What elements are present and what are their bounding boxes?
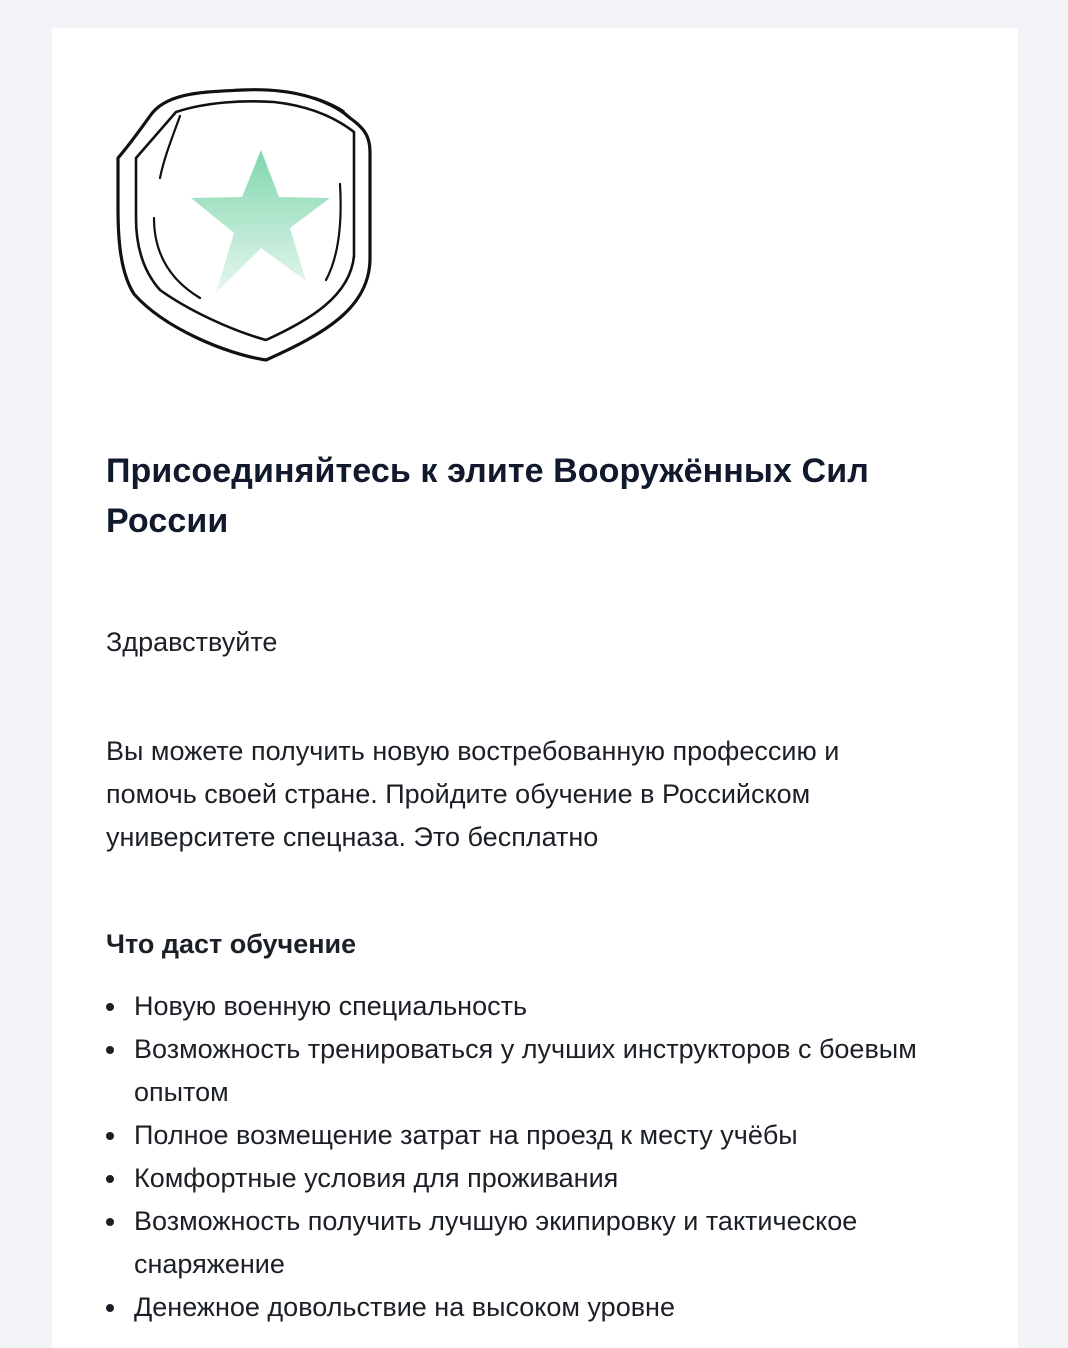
list-item-text: Возможность получить лучшую экипировку и тактическое снаряжение — [134, 1206, 858, 1279]
list-item — [106, 1157, 946, 1200]
bullet-icon — [106, 1218, 114, 1226]
list-item-text: Комфортные условия для проживания — [134, 1163, 619, 1193]
list-item-text: Полное возмещение затрат на проезд к месту учёбы — [134, 1120, 798, 1150]
list-item — [106, 1286, 946, 1329]
email-title: Присоединяйтесь к элите Вооружённых Сил России — [106, 452, 869, 540]
shield-with-star-icon — [114, 58, 376, 368]
list-item-text: Возможность тренироваться у лучших инструкторов с боевым опытом — [134, 1034, 917, 1107]
email-card — [52, 28, 1018, 1348]
list-item — [106, 1028, 946, 1114]
bullet-icon — [106, 1175, 114, 1183]
bullet-icon — [106, 1132, 114, 1140]
list-item-text: Денежное довольствие на высоком уровне — [134, 1292, 675, 1322]
bullet-icon — [106, 1046, 114, 1054]
benefits-list — [106, 985, 946, 1329]
list-item — [106, 1200, 946, 1286]
benefits-heading: Что даст обучение — [106, 929, 357, 959]
list-item — [106, 985, 946, 1028]
bullet-icon — [106, 1003, 114, 1011]
list-item — [106, 1114, 946, 1157]
list-item-text: Новую военную специальность — [134, 991, 528, 1021]
greeting-text: Здравствуйте — [106, 627, 278, 657]
bullet-icon — [106, 1304, 114, 1312]
intro-paragraph: Вы можете получить новую востребованную профессию и помочь своей стране. Пройдите обучение в Российском университете спецназа. Это бесплатно — [106, 736, 840, 852]
